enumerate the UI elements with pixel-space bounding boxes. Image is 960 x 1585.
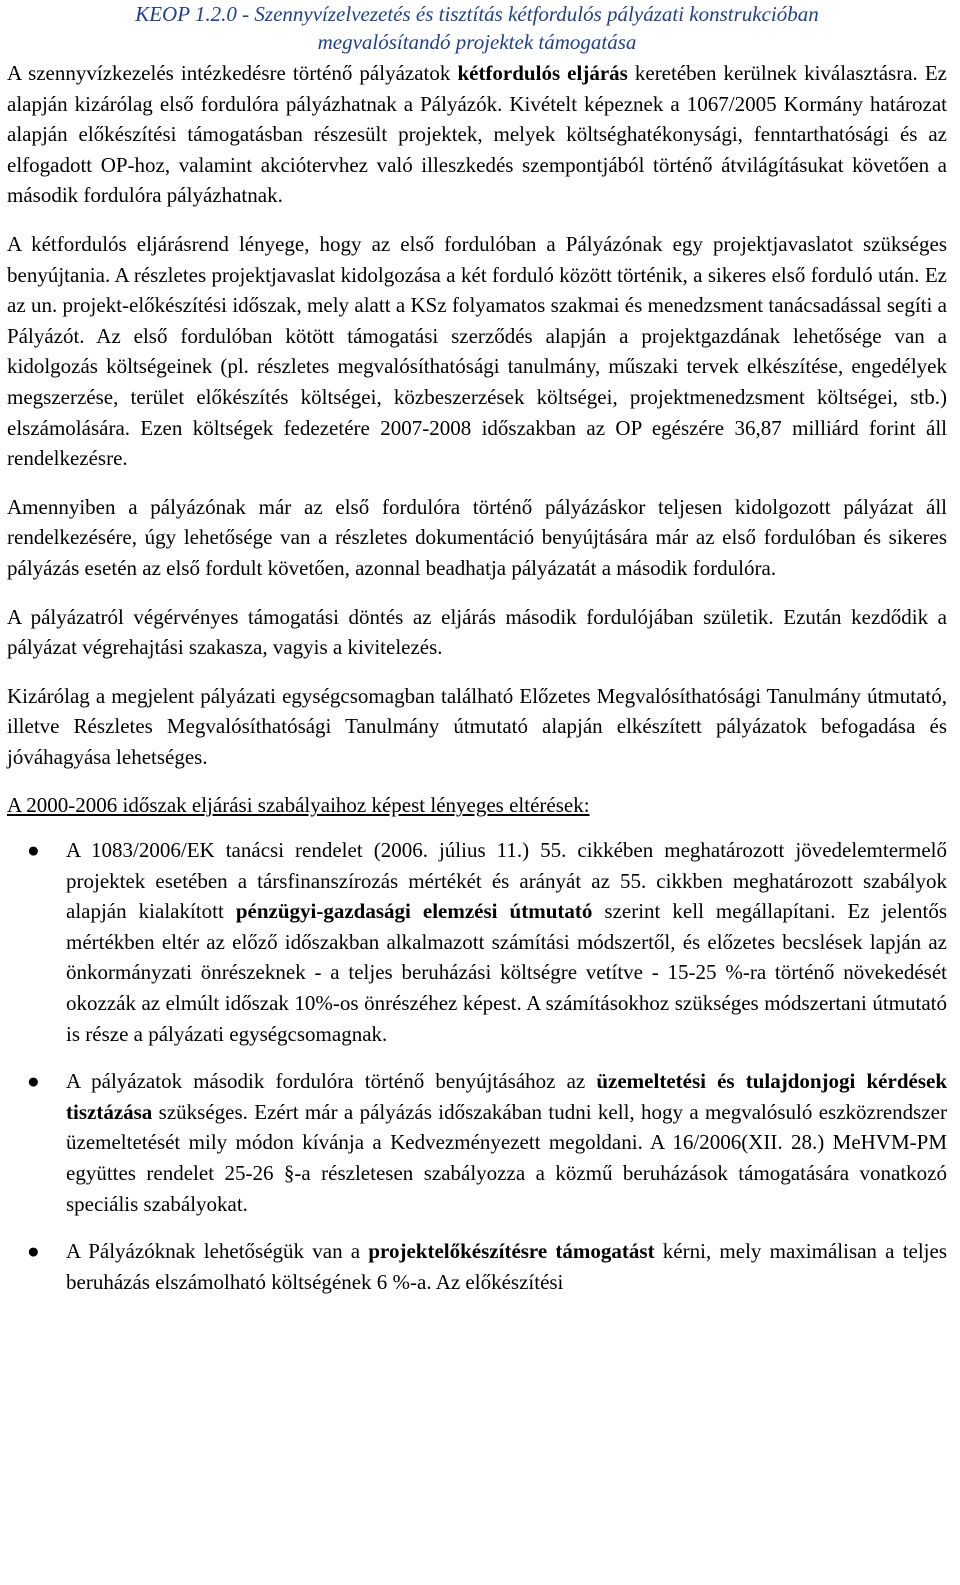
header-line-1: KEOP 1.2.0 - Szennyvízelvezetés és tisztítás kétfordulós pályázati konstrukcióban xyxy=(135,2,819,26)
bullet-icon: ● xyxy=(27,1239,40,1264)
document-page xyxy=(7,0,947,1314)
paragraph-essence: A kétfordulós eljárásrend lényege, hogy az első fordulóban a Pályázónak egy projektjavaslatot szükséges benyújtania. A részletes projektjavaslat kidolgozása a két forduló között történik, a sikeres első forduló után. Ez az un. projekt-előkészítési időszak, mely alatt a KSz folyamatos szakmai és menedzsment tanácsadással segíti a Pályázót. Az első fordulóban kötött támogatási szerződés alapján a projektgazdának lehetősége van a kidolgozás költségeinek (pl. részletes megvalósíthatósági tanulmány, műszaki tervek elkészítése, engedélyek megszerzése, terület előkészítés költségei, közbeszerzések költségei, projektmenedzsment költségei, stb.) elszámolására. Ezen költségek fedezetére 2007-2008 időszakban az OP egészére 36,87 milliárd forint áll rendelkezésre. xyxy=(7,231,947,471)
list-item-text: szerint kell megállapítani. Ez jelentős mértékben eltér az előző időszakban alkalmazott számítási módszertől, és előzetes becslések lapján az önkormányzati önrészeknek - a teljes beruházási költségre vetítve - 15-25 %-ra történő növekedését okozzák az elmúlt időszak 10%-os önrészéhez képest. A számításokhoz szükséges módszertani útmutató is része a pályázati egységcsomagnak. xyxy=(66,899,947,1046)
paragraph-two-round-procedure xyxy=(7,58,947,211)
paragraph-guidelines: Kizárólag a megjelent pályázati egységcsomagban található Előzetes Megvalósíthatósági Tanulmány útmutató, illetve Részletes Megvalósíthatósági Tanulmány útmutató alapján elkészített pályázatok befogadása és jóváhagyása lehetséges. xyxy=(7,683,947,769)
paragraph-text: keretében kerülnek kiválasztásra. Ez alapján kizárólag első fordulóra pályázhatnak a Pályázók. Kivételt képeznek a 1067/2005 Kormány határozat alapján előkészítési támogatásban részesült projektek, melyek költséghatékonysági, fenntarthatósági és az elfogadott OP-hoz, valamint akciótervhez való illeszkedés szempontjából történő átvilágításukat követően a második fordulóra pályázhatnak. xyxy=(7,61,947,208)
paragraph-full-application: Amennyiben a pályázónak már az első fordulóra történő pályázáskor teljesen kidolgozott pályázat áll rendelkezésére, úgy lehetősége van a részletes dokumentáció benyújtására már az első fordulóban és sikeres pályázás esetén az első fordult követően, azonnal beadhatja pályázatát a második fordulóra. xyxy=(7,494,947,580)
header-line-2: megvalósítandó projektek támogatása xyxy=(317,30,637,54)
bold-term: projektelőkészítésre támogatást xyxy=(368,1239,655,1264)
list-item-text: A Pályázóknak lehetőségük van a xyxy=(66,1239,369,1264)
list-item xyxy=(7,1236,947,1297)
differences-heading-text: A 2000-2006 időszak eljárási szabályaihoz képest lényeges eltérések: xyxy=(7,793,590,818)
differences-list xyxy=(7,835,947,1297)
paragraph-final-decision: A pályázatról végérvényes támogatási döntés az eljárás második fordulójában születik. Ezután kezdődik a pályázat végrehajtási szakasza, vagyis a kivitelezés. xyxy=(7,604,947,660)
list-item-text: A 1083/2006/EK tanácsi rendelet (2006. július 11.) 55. cikkében meghatározott jövedelemtermelő projektek esetében a társfinanszírozás mértékét és arányát az 55. cikkben meghatározott szabályok alapján kialakított xyxy=(66,838,947,924)
bold-term: pénzügyi-gazdasági elemzési útmutató xyxy=(235,899,593,924)
list-item xyxy=(7,1066,947,1219)
paragraph-text: A szennyvízkezelés intézkedésre történő pályázatok xyxy=(7,61,458,85)
bold-term: üzemeltetési és tulajdonjogi kérdések tisztázása xyxy=(66,1069,947,1124)
list-item-text: A pályázatok második fordulóra történő benyújtásához az xyxy=(66,1069,597,1094)
document-header xyxy=(7,0,947,56)
differences-heading xyxy=(7,790,947,821)
bullet-icon: ● xyxy=(27,1069,40,1094)
list-item xyxy=(7,835,947,1049)
list-item-text: szükséges. Ezért már a pályázás időszakában tudni kell, hogy a megvalósuló eszközrendszer üzemeltetését mily módon kívánja a Kedvezményezett megoldani. A 16/2006(XII. 28.) MeHVM-PM együttes rendelet 25-26 §-a részletesen szabályozza a közmű beruházások támogatására vonatkozó speciális szabályokat. xyxy=(66,1099,947,1216)
bullet-icon: ● xyxy=(27,838,40,863)
list-item-text: kérni, mely maximálisan a teljes beruházás elszámolható költségének 6 %-a. Az előkészítési xyxy=(66,1239,948,1294)
bold-term-two-round: kétfordulós eljárás xyxy=(457,61,628,85)
